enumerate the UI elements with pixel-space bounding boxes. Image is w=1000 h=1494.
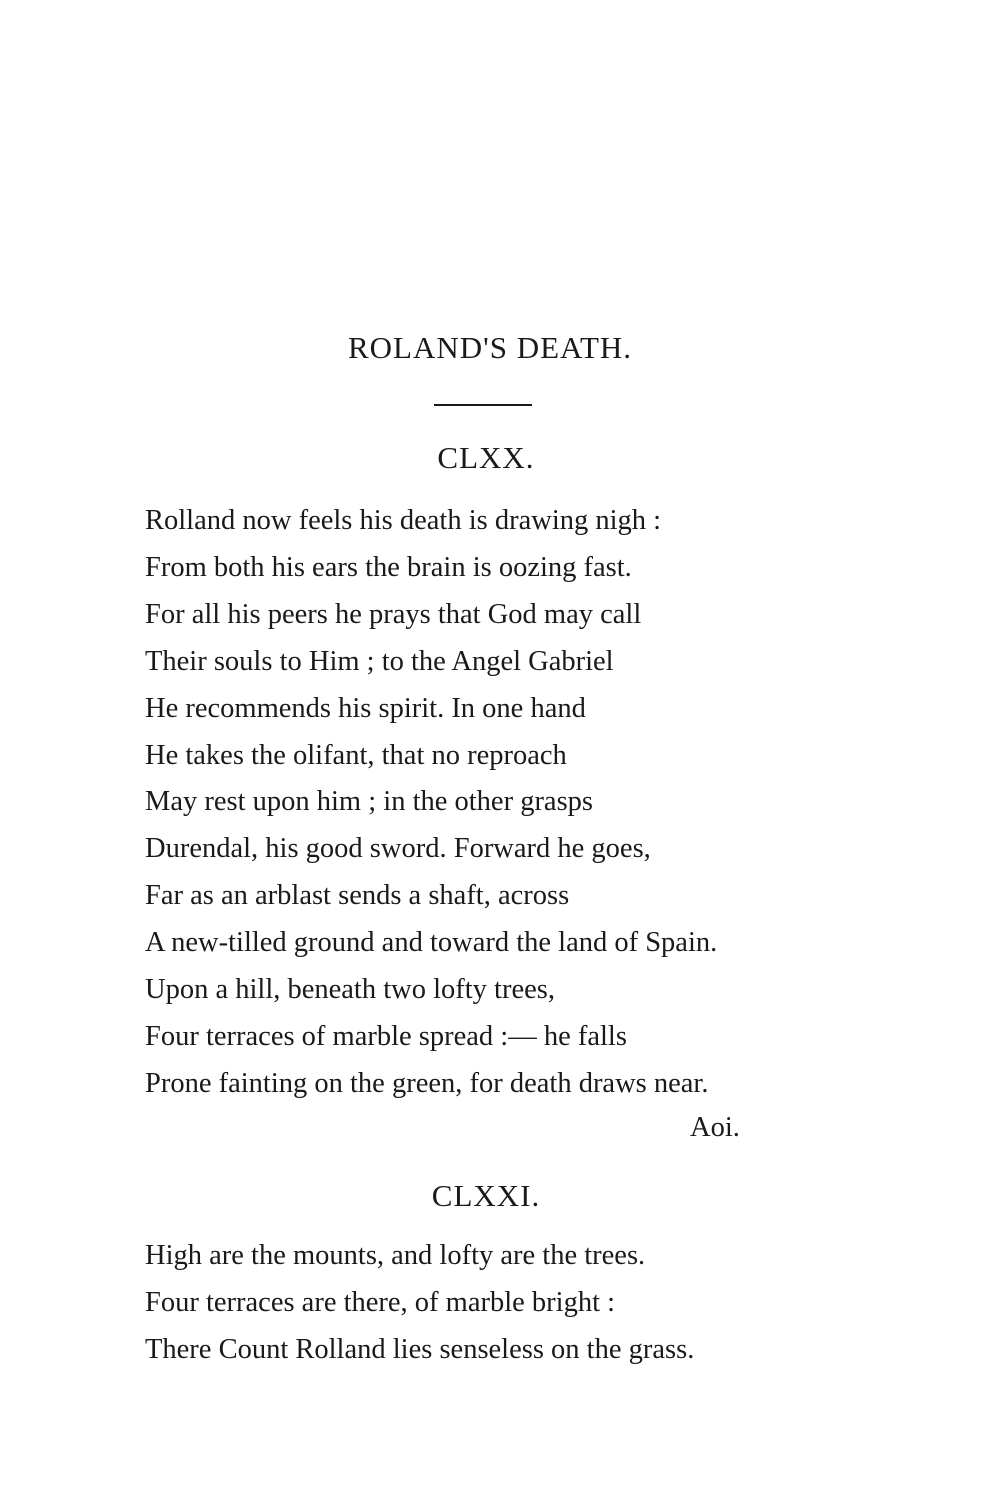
verse-line: He takes the olifant, that no reproach — [145, 739, 567, 771]
page-title: ROLAND'S DEATH. — [347, 330, 633, 365]
verse-line: Upon a hill, beneath two lofty trees, — [145, 974, 555, 1006]
stanza-clxxi — [145, 1233, 694, 1374]
verse-line: There Count Rolland lies senseless on the grass. — [145, 1333, 695, 1365]
title-divider — [434, 404, 532, 406]
verse-line: High are the mounts, and lofty are the trees. — [145, 1240, 646, 1271]
verse-line: Prone fainting on the green, for death draws near. — [145, 1067, 709, 1099]
verse-line: Rolland now feels his death is drawing nigh : — [145, 505, 662, 536]
refrain-aoi: Aoi. — [690, 1112, 740, 1143]
verse-line: He recommends his spirit. In one hand — [145, 692, 586, 724]
verse-line: Durendal, his good sword. Forward he goes, — [145, 833, 651, 865]
verse-line: A new-tilled ground and toward the land of Spain. — [145, 927, 718, 959]
verse-line: Far as an arblast sends a shaft, across — [145, 880, 570, 912]
stanza-heading-clxxi: CLXXI. — [431, 1178, 541, 1213]
verse-line: Four terraces of marble spread :— he falls — [145, 1020, 627, 1052]
stanza-clxx — [145, 498, 717, 1108]
stanza-heading-clxx: CLXX. — [437, 440, 535, 475]
verse-line: Their souls to Him ; to the Angel Gabriel — [145, 645, 614, 677]
verse-line: From both his ears the brain is oozing fast. — [145, 551, 632, 583]
verse-line: May rest upon him ; in the other grasps — [145, 786, 594, 818]
verse-line: For all his peers he prays that God may call — [145, 598, 642, 630]
verse-line: Four terraces are there, of marble bright : — [145, 1286, 616, 1318]
